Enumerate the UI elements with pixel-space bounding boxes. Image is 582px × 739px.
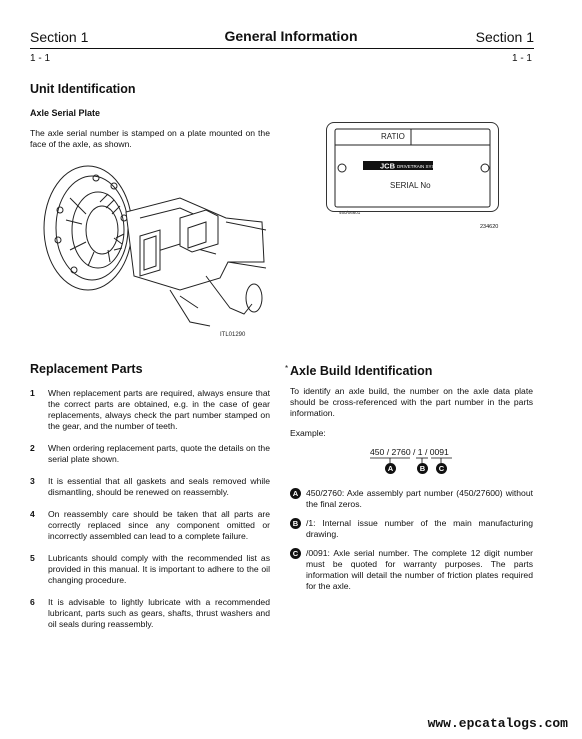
axle-build-intro: To identify an axle build, the number on the axle data plate should be cross-referenced with the part number in the parts information. bbox=[290, 386, 533, 418]
page-number-left: 1 - 1 bbox=[30, 53, 51, 64]
item-number: 4 bbox=[30, 509, 35, 519]
axle-illustration bbox=[30, 158, 270, 340]
serial-plate-graphic bbox=[327, 123, 498, 215]
page-number-right: 1 - 1 bbox=[511, 53, 532, 64]
replacement-parts-list bbox=[30, 388, 270, 641]
unit-identification-body: The axle serial number is stamped on a plate mounted on the face of the axle, as shown. bbox=[30, 128, 270, 149]
item-number: 2 bbox=[30, 443, 35, 453]
plate-part-code: 460/06601 bbox=[339, 210, 361, 215]
amendment-marker: * bbox=[285, 364, 289, 373]
list-item bbox=[30, 597, 270, 630]
header-divider bbox=[30, 48, 534, 49]
serial-plate bbox=[326, 122, 499, 215]
jcb-logo: JCB bbox=[380, 161, 396, 171]
annotation-b bbox=[290, 518, 533, 540]
item-text: It is essential that all gaskets and seals removed while dismantling, should be renewed on reassembly. bbox=[48, 476, 270, 497]
example-part-number: 450 / 2760 / 1 / 0091 bbox=[370, 447, 449, 457]
example-badge-a: A bbox=[385, 463, 396, 474]
replacement-parts-heading: Replacement Parts bbox=[30, 362, 143, 376]
annotation-text: 450/2760: Axle assembly part number (450/27600) without the final zeros. bbox=[306, 488, 533, 509]
annotation-text: /0091: Axle serial number. The complete 12 digit number must be quoted for warranty purposes. The parts information will detail the number of friction plates required for the axle. bbox=[306, 548, 533, 591]
badge-c: C bbox=[290, 548, 301, 559]
unit-identification-heading: Unit Identification bbox=[30, 82, 136, 96]
example-label: Example: bbox=[290, 428, 326, 438]
section-label-right: Section 1 bbox=[475, 29, 534, 45]
item-number: 3 bbox=[30, 476, 35, 486]
plate-figure-ref: 234620 bbox=[480, 224, 499, 230]
footer-watermark-url: www.epcatalogs.com bbox=[427, 716, 568, 731]
annotation-text: /1: Internal issue number of the main manufacturing drawing. bbox=[306, 518, 533, 539]
annotation-list bbox=[290, 488, 533, 600]
item-text: Lubricants should comply with the recommended list as provided in this manual. It is important to adhere to the oil changing procedure. bbox=[48, 553, 270, 585]
list-item bbox=[30, 443, 270, 465]
badge-a: A bbox=[290, 488, 301, 499]
list-item bbox=[30, 553, 270, 586]
example-badge-b: B bbox=[417, 463, 428, 474]
item-text: On reassembly care should be taken that all parts are correctly replaced since any component omitted or incorrectly assembled can lead to a complete failure. bbox=[48, 509, 270, 541]
list-item bbox=[30, 476, 270, 498]
serial-no-label: SERIAL No bbox=[390, 181, 431, 190]
page-title: General Information bbox=[224, 28, 358, 44]
jcb-logo-subtitle: DRIVETRAIN SYSTEMS bbox=[397, 164, 448, 169]
item-number: 5 bbox=[30, 553, 35, 563]
axle-build-heading: Axle Build Identification bbox=[290, 364, 433, 378]
item-text: When replacement parts are required, always ensure that the correct parts are obtained, e.g. in the case of gear replacements, always check the part number stamped on the gear, and the number of teeth. bbox=[48, 388, 270, 431]
item-number: 1 bbox=[30, 388, 35, 398]
badge-b: B bbox=[290, 518, 301, 529]
example-badge-c: C bbox=[436, 463, 447, 474]
item-text: When ordering replacement parts, quote the details on the serial plate shown. bbox=[48, 443, 270, 464]
axle-figure-label: ITL01290 bbox=[220, 332, 246, 338]
axle-serial-plate-subheading: Axle Serial Plate bbox=[30, 108, 101, 118]
section-label-left: Section 1 bbox=[30, 29, 89, 45]
item-number: 6 bbox=[30, 597, 35, 607]
annotation-a bbox=[290, 488, 533, 510]
list-item bbox=[30, 509, 270, 542]
list-item bbox=[30, 388, 270, 432]
ratio-label: RATIO bbox=[381, 132, 405, 141]
item-text: It is advisable to lightly lubricate with a recommended lubricant, parts such as gears, shafts, thrust washers and oil seals during reassembly. bbox=[48, 597, 270, 629]
annotation-c bbox=[290, 548, 533, 592]
